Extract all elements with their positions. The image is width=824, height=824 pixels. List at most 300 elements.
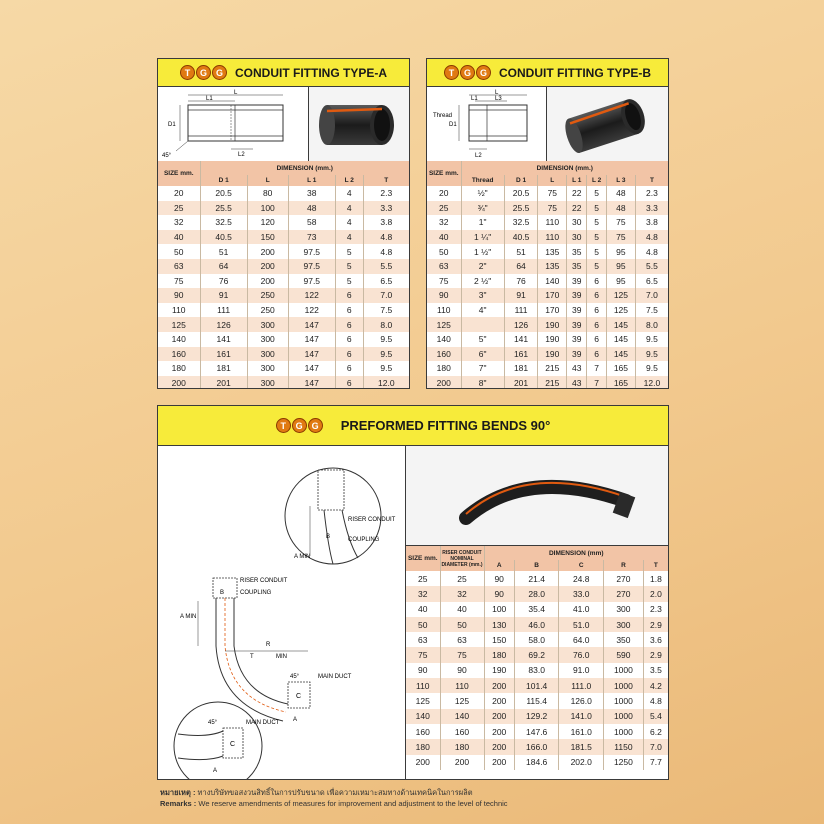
table-cell: 6 (335, 317, 363, 332)
table-cell: 63 (158, 259, 200, 274)
logo-letter: G (460, 65, 475, 80)
table-cell: 6 (335, 361, 363, 376)
table-cell: 48 (606, 201, 635, 216)
table-row (406, 602, 668, 617)
table-cell: 75 (158, 274, 200, 289)
table-cell: 200 (247, 259, 288, 274)
detail-b-label: B (326, 534, 331, 540)
table-row (406, 663, 668, 678)
b-label: B (220, 590, 225, 596)
table-cell: 126.0 (559, 693, 604, 708)
table-cell: 2.3 (635, 186, 668, 201)
table-cell: 161 (504, 347, 538, 362)
table-cell: 201 (200, 376, 247, 389)
table-cell: 4.2 (643, 678, 668, 693)
type-a-table (158, 161, 409, 389)
table-cell: 32.5 (504, 215, 538, 230)
remarks (160, 787, 508, 809)
table-cell: 25.5 (200, 201, 247, 216)
table-cell: 141 (200, 332, 247, 347)
table-row (158, 288, 409, 303)
table-cell: 201 (504, 376, 538, 389)
remarks-en-text: We reserve amendments of measures for improvement and adjustment to the level of technic (198, 799, 508, 808)
bends-table-body (406, 571, 668, 770)
table-cell: 165 (606, 376, 635, 389)
type-a-figures (158, 87, 409, 161)
table-cell: 190 (538, 317, 567, 332)
col-header: C (559, 560, 604, 571)
table-cell: 110 (158, 303, 200, 318)
table-cell: 32.5 (200, 215, 247, 230)
type-a-photo (309, 87, 410, 161)
table-cell: 4.8 (643, 693, 668, 708)
table-cell: 110 (406, 678, 440, 693)
table-cell: 40.5 (200, 230, 247, 245)
table-cell: 200 (440, 755, 484, 770)
col-header: L 2 (335, 175, 363, 186)
table-cell: 190 (538, 332, 567, 347)
col-header: L (538, 175, 567, 186)
table-cell: 147.6 (514, 724, 559, 739)
table-cell: 2.3 (363, 186, 409, 201)
table-row (427, 288, 668, 303)
table-cell: 125 (158, 317, 200, 332)
table-cell: 3.3 (635, 201, 668, 216)
table-cell: 1000 (604, 693, 644, 708)
table-cell: 69.2 (514, 647, 559, 662)
table-cell: 9.5 (363, 361, 409, 376)
detail-a-label: A (213, 768, 218, 774)
type-a-header (158, 59, 409, 87)
table-cell: 125 (606, 288, 635, 303)
table-cell: 48 (288, 201, 335, 216)
table-cell: 75 (606, 215, 635, 230)
table-row (427, 230, 668, 245)
table-cell: 39 (567, 317, 587, 332)
table-cell: 39 (567, 274, 587, 289)
table-cell: 270 (604, 571, 644, 586)
table-cell: 300 (604, 617, 644, 632)
table-cell: 120 (247, 215, 288, 230)
table-cell: 5.4 (643, 709, 668, 724)
table-cell: 101.4 (514, 678, 559, 693)
table-cell: 30 (567, 215, 587, 230)
table-cell: 181 (200, 361, 247, 376)
table-cell: 3.3 (363, 201, 409, 216)
logo-letter: T (276, 418, 291, 433)
logo-letter: G (476, 65, 491, 80)
label-l1: L1 (206, 96, 213, 102)
dimension-header: DIMENSION (mm.) (200, 161, 409, 175)
tgg-logo (276, 418, 323, 433)
table-cell: 40 (427, 230, 461, 245)
table-row (427, 259, 668, 274)
bends-table (406, 546, 668, 770)
table-cell: 111 (504, 303, 538, 318)
table-row (406, 678, 668, 693)
table-cell: 4.8 (363, 230, 409, 245)
table-cell: 1250 (604, 755, 644, 770)
table-row (158, 186, 409, 201)
table-cell: 3.8 (363, 215, 409, 230)
table-cell: 20.5 (504, 186, 538, 201)
bends-header (158, 406, 668, 446)
logo-letter: G (212, 65, 227, 80)
table-cell: 200 (247, 244, 288, 259)
table-cell: 125 (440, 693, 484, 708)
table-cell: 9.5 (363, 347, 409, 362)
table-cell: 160 (427, 347, 461, 362)
table-cell: 22 (567, 186, 587, 201)
table-row (158, 376, 409, 389)
table-cell: 160 (440, 724, 484, 739)
table-cell: 6 (335, 376, 363, 389)
table-cell: ½" (461, 186, 504, 201)
table-cell: 35.4 (514, 602, 559, 617)
size-header: SIZE mm. (427, 161, 461, 186)
table-cell: 1000 (604, 678, 644, 693)
table-row (158, 259, 409, 274)
label-l2: L2 (475, 153, 482, 159)
table-cell: 140 (440, 709, 484, 724)
table-cell: 64.0 (559, 632, 604, 647)
table-cell: 180 (406, 739, 440, 754)
table-cell: 64 (200, 259, 247, 274)
table-row (427, 361, 668, 376)
table-row (158, 347, 409, 362)
table-cell: 300 (247, 376, 288, 389)
table-cell: 35 (567, 244, 587, 259)
label-l: L (495, 90, 499, 96)
table-cell: 122 (288, 288, 335, 303)
table-cell: 2" (461, 259, 504, 274)
table-cell: 200 (484, 709, 514, 724)
table-cell: 50 (427, 244, 461, 259)
table-cell: 6 (587, 317, 607, 332)
table-row (406, 632, 668, 647)
table-cell: 200 (484, 678, 514, 693)
table-cell: 8.0 (363, 317, 409, 332)
table-cell: 180 (158, 361, 200, 376)
table-cell: 147 (288, 361, 335, 376)
table-cell: 125 (606, 303, 635, 318)
table-cell: 5 (587, 215, 607, 230)
table-cell: 125 (427, 317, 461, 332)
table-cell: 184.6 (514, 755, 559, 770)
table-cell: 97.5 (288, 274, 335, 289)
table-cell: 145 (606, 347, 635, 362)
table-cell: 215 (538, 376, 567, 389)
table-cell: 50 (440, 617, 484, 632)
table-cell: 110 (538, 230, 567, 245)
table-row (158, 215, 409, 230)
table-row (158, 230, 409, 245)
detail-main-duct-label: MAIN DUCT (246, 720, 280, 726)
bend-pipe-photo-image (406, 446, 668, 546)
table-cell: 91 (200, 288, 247, 303)
table-row (406, 755, 668, 770)
table-cell: 1150 (604, 739, 644, 754)
table-cell: 21.4 (514, 571, 559, 586)
table-cell: 1.8 (643, 571, 668, 586)
table-cell: 25 (440, 571, 484, 586)
table-cell: 350 (604, 632, 644, 647)
detail-coupling-label: COUPLING (348, 537, 380, 543)
type-a-title: CONDUIT FITTING TYPE-A (235, 65, 387, 80)
table-cell: 3.6 (643, 632, 668, 647)
table-cell: 6 (587, 274, 607, 289)
table-cell: 111 (200, 303, 247, 318)
detail-c-label: C (230, 741, 236, 748)
table-cell: 64 (504, 259, 538, 274)
table-cell: 41.0 (559, 602, 604, 617)
table-cell: 20 (158, 186, 200, 201)
logo-letter: G (308, 418, 323, 433)
table-cell: 1000 (604, 709, 644, 724)
dimension-header: DIMENSION (mm.) (461, 161, 668, 175)
table-cell: 40 (158, 230, 200, 245)
table-cell: 97.5 (288, 259, 335, 274)
table-cell: 300 (247, 317, 288, 332)
table-cell: 38 (288, 186, 335, 201)
table-cell: 80 (247, 186, 288, 201)
table-cell: 25 (427, 201, 461, 216)
table-cell: 126 (504, 317, 538, 332)
table-cell: 75 (538, 201, 567, 216)
table-cell: 46.0 (514, 617, 559, 632)
table-cell: 6 (587, 347, 607, 362)
table-cell: 9.5 (363, 332, 409, 347)
table-cell: 90 (406, 663, 440, 678)
table-cell: 130 (484, 617, 514, 632)
col-header: T (643, 560, 668, 571)
table-cell: 75 (406, 647, 440, 662)
table-cell: 75 (606, 230, 635, 245)
table-cell: 200 (427, 376, 461, 389)
table-cell: 4.8 (635, 244, 668, 259)
table-cell: 22 (567, 201, 587, 216)
table-cell: 5 (587, 259, 607, 274)
table-cell: 9.5 (635, 332, 668, 347)
table-cell: 7.5 (363, 303, 409, 318)
logo-letter: T (180, 65, 195, 80)
riser-conduit-label: RISER CONDUIT (240, 578, 288, 584)
table-cell: 7.0 (363, 288, 409, 303)
table-row (158, 274, 409, 289)
a-min-label: A MIN (180, 614, 197, 620)
table-cell: 300 (247, 332, 288, 347)
col-header: T (363, 175, 409, 186)
table-cell: 95 (606, 259, 635, 274)
col-header: B (514, 560, 559, 571)
table-cell: 90 (158, 288, 200, 303)
label-l: L (234, 90, 238, 96)
remarks-thai-label: หมายเหตุ : (160, 788, 196, 797)
bends-right (406, 446, 668, 779)
label-l3: L3 (495, 96, 502, 102)
table-cell: 4.8 (363, 244, 409, 259)
table-cell: 32 (406, 586, 440, 601)
table-cell: 35 (567, 259, 587, 274)
c-label: C (296, 693, 302, 700)
col-header: T (635, 175, 668, 186)
col-header: L 1 (567, 175, 587, 186)
table-cell: 6 (587, 303, 607, 318)
table-cell: 5" (461, 332, 504, 347)
type-b-table-body (427, 186, 668, 389)
table-cell: 161 (200, 347, 247, 362)
table-row (427, 332, 668, 347)
table-cell: 25.5 (504, 201, 538, 216)
table-cell: 51 (504, 244, 538, 259)
table-cell: 5 (335, 244, 363, 259)
table-cell: 91 (504, 288, 538, 303)
table-row (158, 332, 409, 347)
table-row (427, 215, 668, 230)
bend-photo (406, 446, 668, 546)
table-cell: 7 (587, 376, 607, 389)
table-cell: 90 (484, 571, 514, 586)
table-cell: 6 (335, 303, 363, 318)
table-cell: 32 (158, 215, 200, 230)
remarks-english (160, 798, 508, 809)
table-row (158, 361, 409, 376)
table-cell: 200 (484, 755, 514, 770)
table-cell: 3.5 (643, 663, 668, 678)
table-cell: 5 (587, 244, 607, 259)
table-cell: 90 (484, 586, 514, 601)
table-cell: 5 (587, 186, 607, 201)
col-header: R (604, 560, 644, 571)
table-cell: 160 (158, 347, 200, 362)
table-cell: 51.0 (559, 617, 604, 632)
col-header: A (484, 560, 514, 571)
table-cell: 147 (288, 332, 335, 347)
table-cell: 4" (461, 303, 504, 318)
col-header: L 1 (288, 175, 335, 186)
table-row (427, 244, 668, 259)
label-d1: D1 (449, 122, 457, 128)
table-cell: 5 (335, 274, 363, 289)
table-cell: 90 (427, 288, 461, 303)
coupling-photo-image (309, 87, 410, 161)
table-cell: 9.5 (635, 361, 668, 376)
table-cell: 181 (504, 361, 538, 376)
table-cell: 50 (406, 617, 440, 632)
table-row (427, 186, 668, 201)
table-cell: 33.0 (559, 586, 604, 601)
table-cell: 91.0 (559, 663, 604, 678)
threaded-coupling-photo-image (547, 87, 669, 161)
table-cell: 129.2 (514, 709, 559, 724)
table-cell: 51 (200, 244, 247, 259)
table-cell: 190 (484, 663, 514, 678)
table-cell: 170 (538, 288, 567, 303)
table-cell: 135 (538, 244, 567, 259)
table-cell: 5 (335, 259, 363, 274)
table-cell: 7 (587, 361, 607, 376)
bends-panel (157, 405, 669, 780)
table-cell: 202.0 (559, 755, 604, 770)
table-cell: 43 (567, 361, 587, 376)
table-cell: 7" (461, 361, 504, 376)
table-cell: 30 (567, 230, 587, 245)
table-cell: 6 (587, 332, 607, 347)
table-cell: 181.5 (559, 739, 604, 754)
col-header: L 2 (587, 175, 607, 186)
table-cell: 200 (484, 693, 514, 708)
table-cell: 300 (604, 602, 644, 617)
table-row (427, 303, 668, 318)
table-cell: 141.0 (559, 709, 604, 724)
min-label: MIN (276, 654, 287, 660)
table-cell: 7.5 (635, 303, 668, 318)
remarks-thai-text: ทางบริษัทขอสงวนสิทธิ์ในการปรับขนาด เพื่อความเหมาะสมทางด้านเทคนิคในการผลิต (197, 788, 473, 797)
bends-body (158, 446, 668, 779)
table-row (427, 317, 668, 332)
riser-header: RISER CONDUIT NOMINAL DIAMETER (mm.) (440, 546, 484, 571)
table-row (406, 617, 668, 632)
label-thread: Thread (433, 113, 453, 119)
table-cell: 141 (504, 332, 538, 347)
table-cell: 48 (606, 186, 635, 201)
type-b-figures (427, 87, 668, 161)
col-header: L (247, 175, 288, 186)
table-row (406, 647, 668, 662)
table-cell: 2.9 (643, 617, 668, 632)
table-cell: 180 (427, 361, 461, 376)
table-cell: 6 (335, 347, 363, 362)
table-cell: 75 (538, 186, 567, 201)
table-cell: 200 (247, 274, 288, 289)
table-cell: 6 (335, 288, 363, 303)
detail-riser-label: RISER CONDUIT (348, 517, 396, 523)
table-cell: 40 (440, 602, 484, 617)
table-cell: 40.5 (504, 230, 538, 245)
table-cell: 4 (335, 186, 363, 201)
table-cell: 6 (587, 288, 607, 303)
table-row (158, 303, 409, 318)
table-cell: 250 (247, 288, 288, 303)
table-cell: 200 (406, 755, 440, 770)
table-cell: 76.0 (559, 647, 604, 662)
tgg-logo (180, 65, 227, 80)
table-cell: 25 (406, 571, 440, 586)
label-angle: 45° (162, 153, 172, 159)
table-cell: 73 (288, 230, 335, 245)
table-cell: 2 ½" (461, 274, 504, 289)
table-cell: 170 (538, 303, 567, 318)
table-cell: 140 (158, 332, 200, 347)
table-cell: ¾" (461, 201, 504, 216)
table-cell: 50 (158, 244, 200, 259)
col-header: Thread (461, 175, 504, 186)
t-label: T (250, 654, 254, 660)
table-cell: 58.0 (514, 632, 559, 647)
table-cell: 5.5 (635, 259, 668, 274)
table-cell: 100 (247, 201, 288, 216)
remarks-en-label: Remarks : (160, 799, 197, 808)
table-cell: 76 (504, 274, 538, 289)
main-duct-label: MAIN DUCT (318, 674, 352, 680)
type-a-drawing (158, 87, 309, 161)
table-cell: 97.5 (288, 244, 335, 259)
table-cell: 5.5 (363, 259, 409, 274)
type-a-table-body (158, 186, 409, 389)
bends-drawing (158, 446, 406, 779)
table-cell: 32 (440, 586, 484, 601)
size-header: SIZE mm. (158, 161, 200, 186)
